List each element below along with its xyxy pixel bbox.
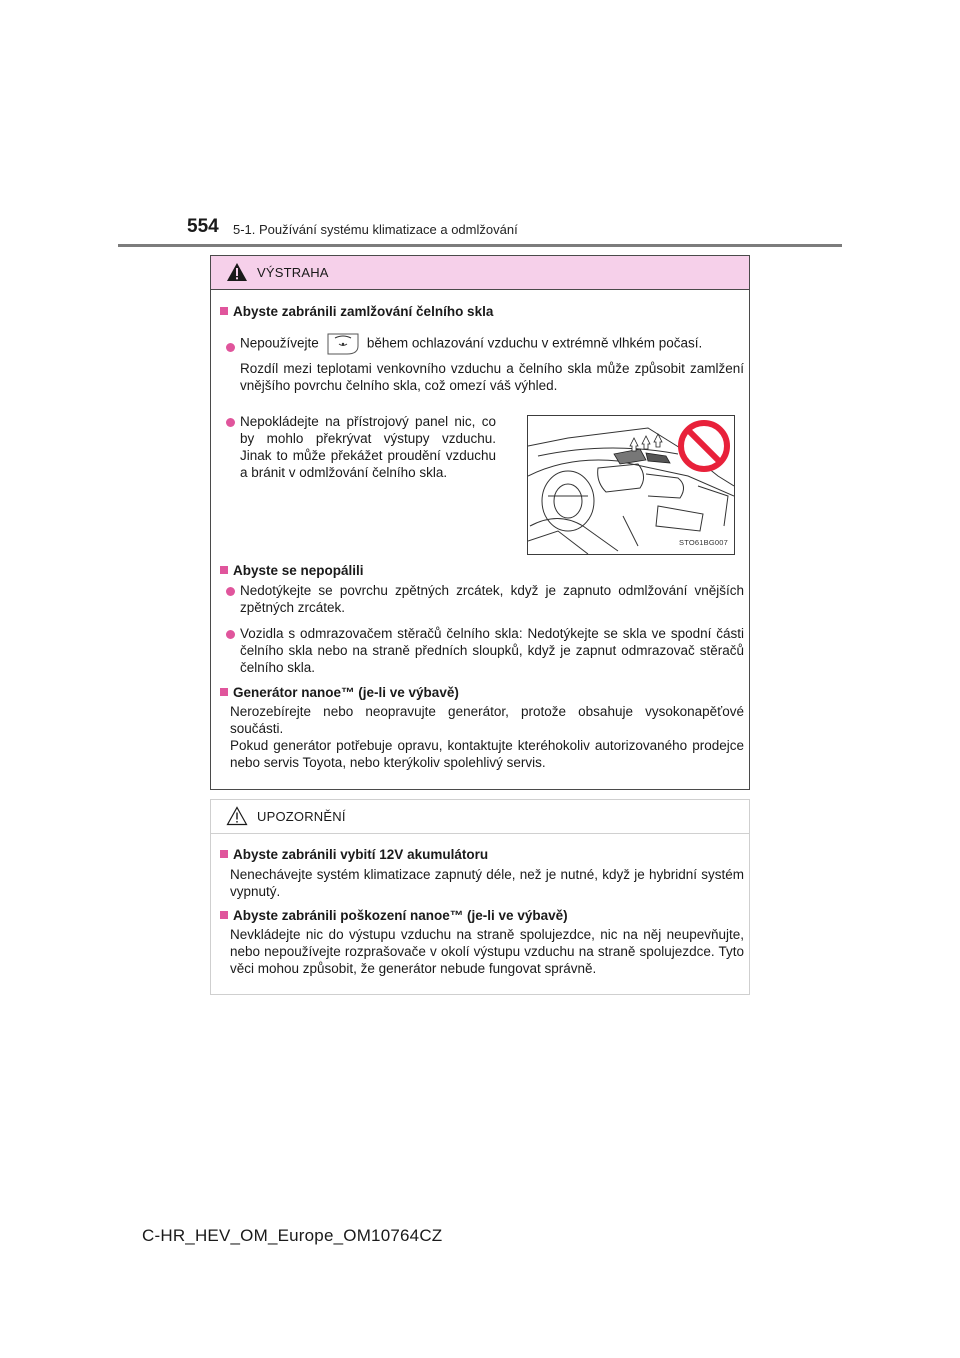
caution-box: [210, 799, 750, 995]
warning-heading-nanoe: Generátor nanoe™ (je-li ve výbavě): [220, 684, 459, 701]
square-bullet-icon: [220, 307, 228, 315]
square-bullet-icon: [220, 688, 228, 696]
warning-nanoe-text2: Pokud generátor potřebuje opravu, kontaktujte kteréhokoliv autorizovaného prodejce nebo servis Toyota, nebo kterýkoliv spolehlivý servis.: [230, 738, 744, 770]
caution-nanoe-text: Nevkládejte nic do výstupu vzduchu na straně spolujezdce, nic na něj neupevňujte, nebo nepoužívejte rozprašovače v okolí výstupu vzduchu na straně spolujezdce. Tyto věci mohou způsobit, že generátor nebude fungovat správně.: [230, 927, 744, 976]
defog-button-icon: [325, 332, 361, 356]
caution-header: [211, 800, 749, 834]
warning-label: VÝSTRAHA: [257, 265, 329, 280]
caution-heading-battery: Abyste zabránili vybití 12V akumulátoru: [220, 846, 488, 863]
square-bullet-icon: [220, 850, 228, 858]
dashboard-illustration: [527, 415, 735, 555]
square-bullet-icon: [220, 911, 228, 919]
square-bullet-icon: [220, 566, 228, 574]
warning-item-mirrors: Nedotýkejte se povrchu zpětných zrcátek, když je zapnuto odmlžování vnějších zpětných zrcátek.: [240, 583, 744, 615]
warning-nanoe-text1: Nerozebírejte nebo neopravujte generátor, protože obsahuje vysokonapěťové součásti.: [230, 704, 744, 736]
round-bullet-icon: [226, 418, 235, 427]
round-bullet-icon: [226, 587, 235, 596]
warning-triangle-icon: [226, 262, 248, 282]
warning-box: [210, 255, 750, 790]
caution-heading-nanoe: Abyste zabránili poškození nanoe™ (je-li ve výbavě): [220, 907, 568, 924]
illustration-code: STO61BG007: [679, 538, 728, 547]
header-rule: [118, 244, 842, 247]
round-bullet-icon: [226, 343, 235, 352]
warning-item-defog-button: Nepoužívejte během ochlazování vzduchu v extrémně vlhkém počasí.: [240, 332, 744, 356]
warning-item-wiper-deicer: Vozidla s odmrazovačem stěračů čelního skla: Nedotýkejte se skla ve spodní části čelního skla nebo na straně předních sloupků, když je zapnut odmrazovač stěračů čelního skla.: [240, 626, 744, 675]
warning-heading-burn: Abyste se nepopálili: [220, 562, 364, 579]
caution-battery-text: Nenechávejte systém klimatizace zapnutý déle, než je nutné, když je hybridní systém vypnutý.: [230, 867, 744, 899]
warning-heading-fog: Abyste zabránili zamlžování čelního skla: [220, 303, 493, 320]
caution-triangle-icon: [226, 806, 248, 826]
document-code: C-HR_HEV_OM_Europe_OM10764CZ: [142, 1226, 443, 1245]
warning-item-dashboard: Nepokládejte na přístrojový panel nic, co by mohlo překrývat výstupy vzduchu. Jinak to může překážet proudění vzduchu a bránit v odmlžování čelního skla.: [240, 414, 496, 480]
section-title: 5-1. Používání systému klimatizace a odmlžování: [233, 222, 518, 237]
round-bullet-icon: [226, 630, 235, 639]
warning-header: [211, 256, 749, 290]
page-number: 554: [187, 216, 219, 237]
warning-item-defog-explanation: Rozdíl mezi teplotami venkovního vzduchu a čelního skla může způsobit zamlžení vnějšího povrchu čelního skla, což omezí váš výhled.: [240, 361, 744, 393]
caution-label: UPOZORNĚNÍ: [257, 809, 346, 824]
